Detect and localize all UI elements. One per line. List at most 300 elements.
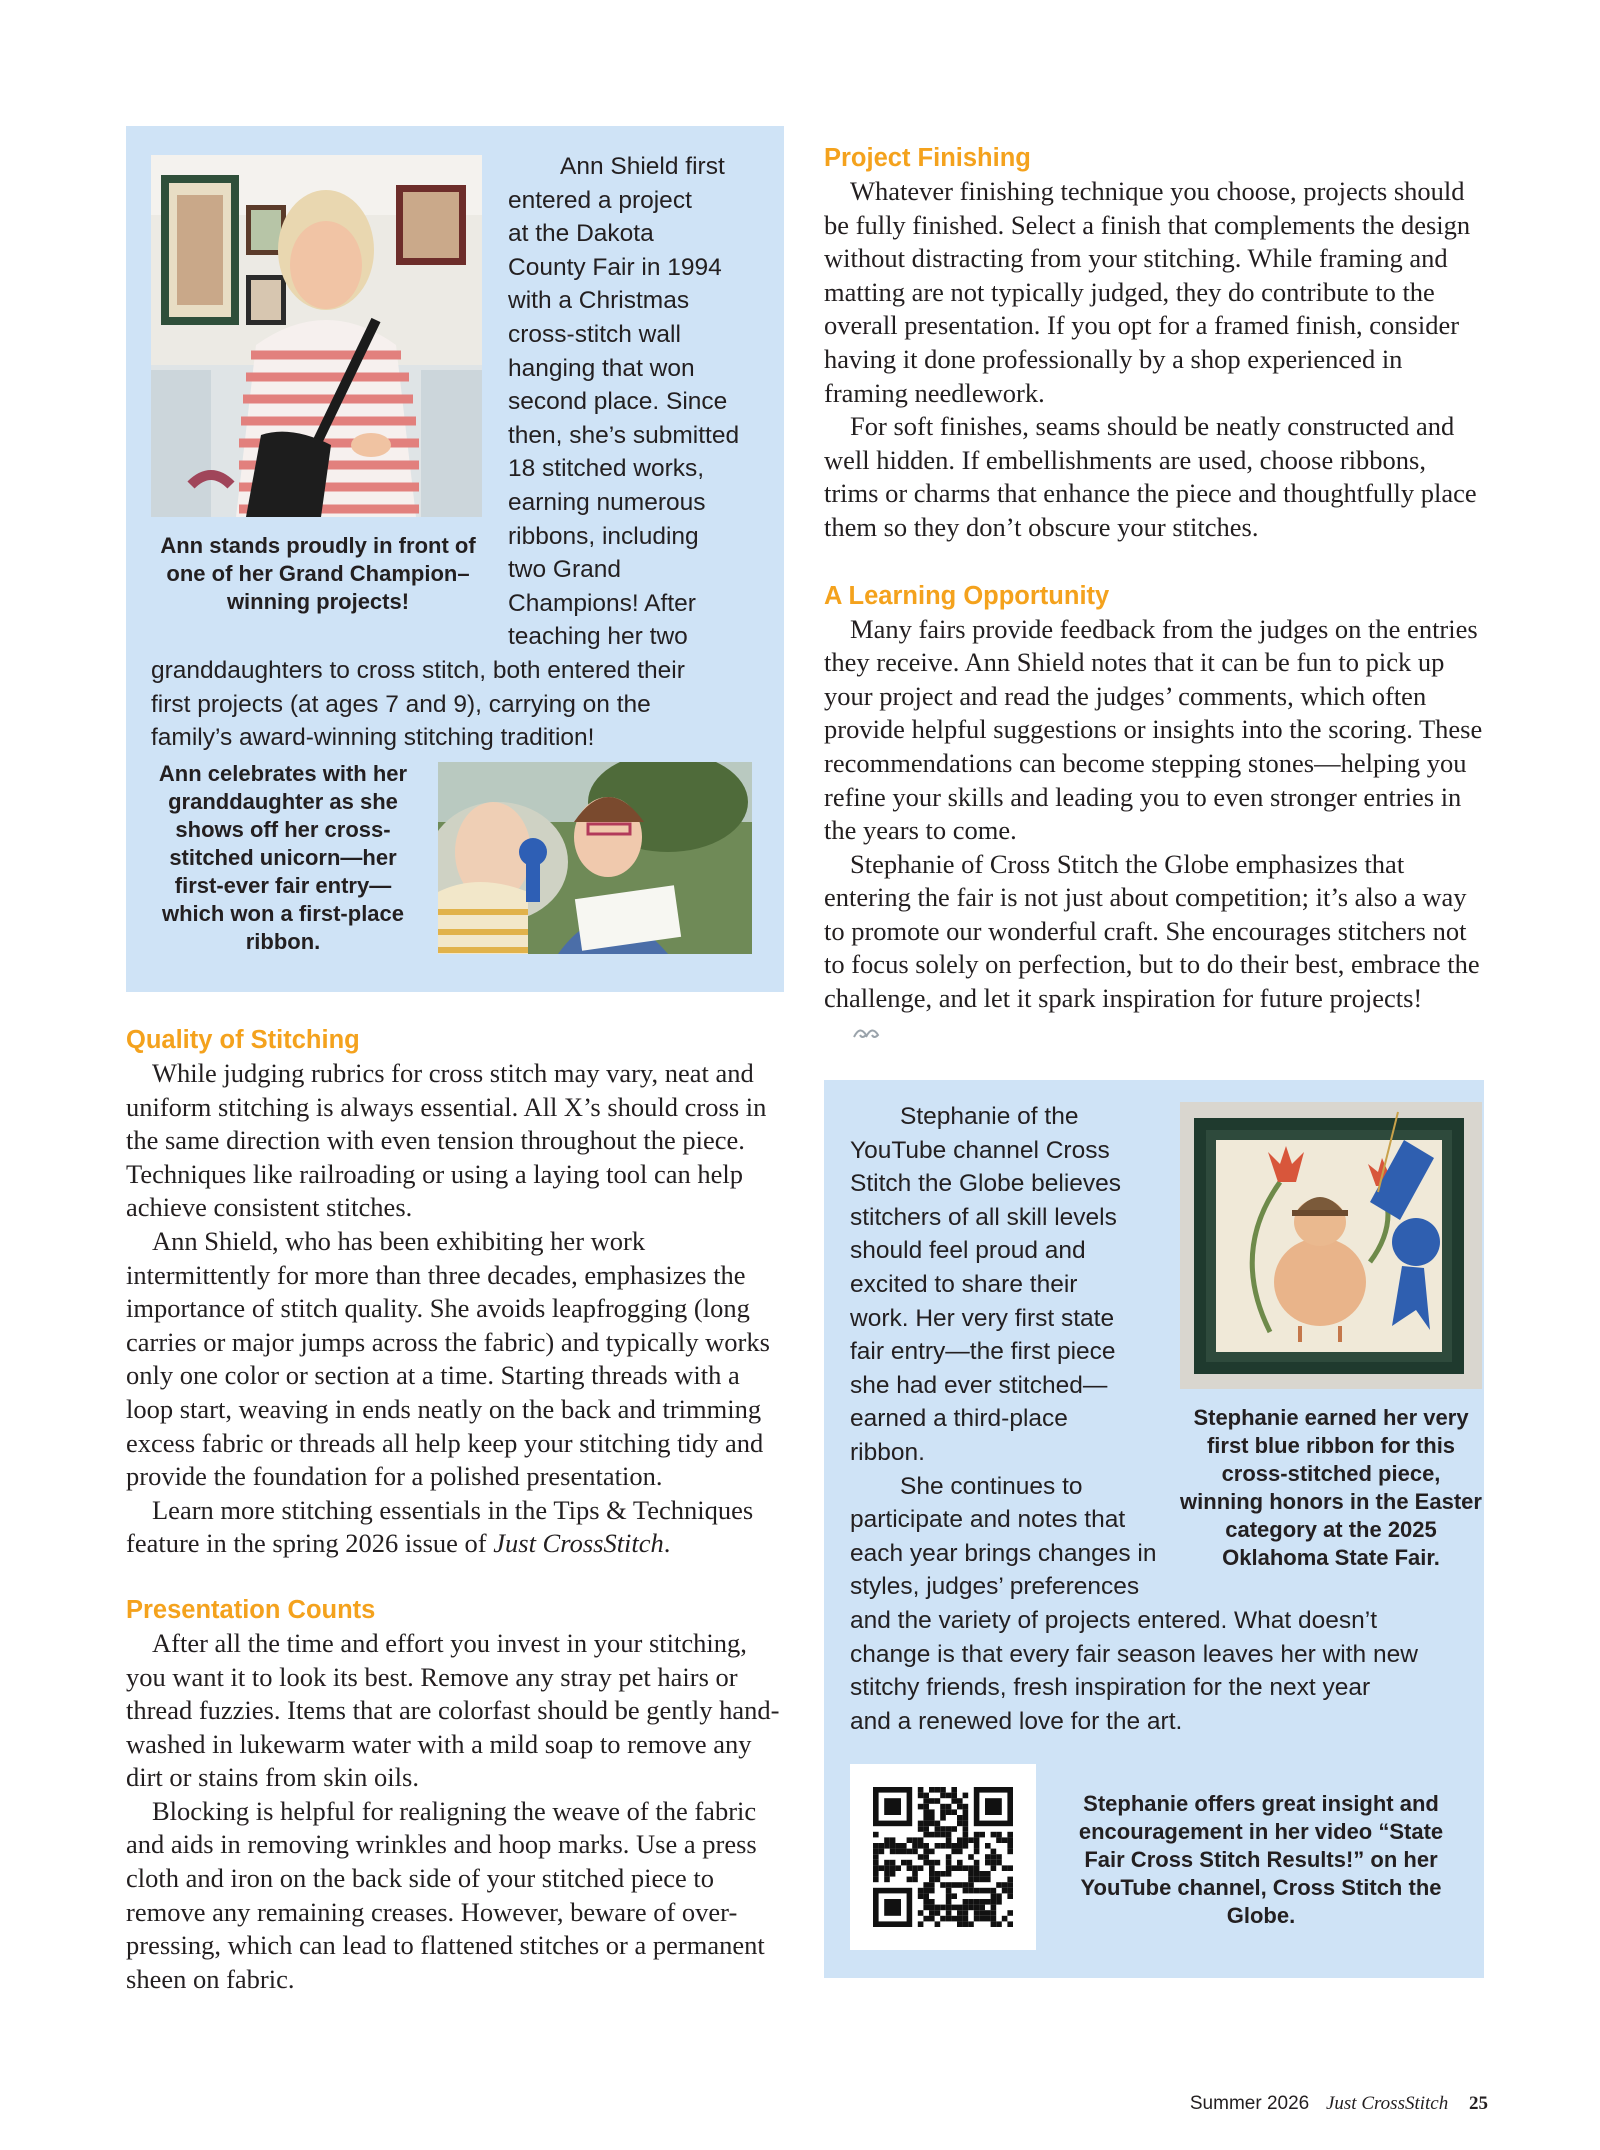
qr-module bbox=[985, 1910, 991, 1916]
qr-module bbox=[890, 1837, 896, 1843]
qr-module bbox=[985, 1916, 991, 1922]
qr-module bbox=[1007, 1837, 1013, 1843]
qr-module bbox=[918, 1893, 924, 1899]
qr-module bbox=[974, 1832, 980, 1838]
quality-p3-end: . bbox=[663, 1528, 671, 1559]
qr-module bbox=[1007, 1893, 1013, 1899]
framed-photo-caption: Stephanie earned her very first blue ribbon for this cross-stitched piece, winning honors in the Easter category at the 2025 Oklahoma State Fair. bbox=[1180, 1405, 1482, 1570]
qr-module bbox=[946, 1832, 952, 1838]
qr-module bbox=[957, 1837, 963, 1843]
footer-page-number: 25 bbox=[1469, 2093, 1488, 2114]
qr-module bbox=[873, 1865, 879, 1871]
ann-intro-text bbox=[508, 150, 778, 654]
qr-module bbox=[985, 1899, 991, 1905]
stephanie-line: and a renewed love for the art. bbox=[850, 1707, 1183, 1735]
qr-module bbox=[935, 1821, 941, 1827]
ann-intro-line: granddaughters to cross stitch, both entered their bbox=[151, 657, 685, 684]
qr-module bbox=[940, 1809, 946, 1815]
qr-module bbox=[957, 1849, 963, 1855]
qr-code[interactable] bbox=[850, 1764, 1036, 1950]
qr-module bbox=[985, 1871, 991, 1877]
qr-module bbox=[1007, 1921, 1013, 1927]
qr-module bbox=[884, 1871, 890, 1877]
qr-module bbox=[923, 1798, 929, 1804]
qr-module bbox=[957, 1798, 963, 1804]
quality-paragraph: While judging rubrics for cross stitch may vary, neat and uniform stitching is always essential. All X’s should cross in the same direction with even tension throughout the piece. Techniques like railroading or using a laying tool can help achieve consistent stitches. bbox=[126, 1058, 767, 1223]
learning-paragraph bbox=[824, 848, 1484, 1052]
qr-module bbox=[968, 1888, 974, 1894]
qr-module bbox=[963, 1821, 969, 1827]
stephanie-line: she had ever stitched— bbox=[850, 1371, 1108, 1399]
footer-magazine: Just CrossStitch bbox=[1325, 2093, 1449, 2114]
qr-module bbox=[991, 1905, 997, 1911]
granddaughter-caption: Ann celebrates with her granddaughter as she shows off her cross-stitched unicorn—her first-ever fair entry—which won a first-place ribbon. bbox=[158, 761, 408, 954]
qr-module bbox=[890, 1860, 896, 1866]
qr-module bbox=[901, 1860, 907, 1866]
qr-module bbox=[991, 1854, 997, 1860]
qr-module bbox=[884, 1865, 890, 1871]
qr-module bbox=[946, 1865, 952, 1871]
stephanie-line: participate and notes that bbox=[850, 1506, 1126, 1534]
qr-module bbox=[923, 1905, 929, 1911]
qr-module bbox=[912, 1849, 918, 1855]
qr-module bbox=[901, 1843, 907, 1849]
quality-heading: Quality of Stitching bbox=[126, 1026, 360, 1054]
qr-module bbox=[979, 1888, 985, 1894]
qr-module bbox=[912, 1843, 918, 1849]
qr-module bbox=[974, 1888, 980, 1894]
qr-module bbox=[1002, 1837, 1008, 1843]
qr-module bbox=[996, 1921, 1002, 1927]
qr-module bbox=[963, 1804, 969, 1810]
stephanie-line: ribbon. bbox=[850, 1438, 925, 1466]
qr-module bbox=[935, 1910, 941, 1916]
qr-module bbox=[923, 1815, 929, 1821]
stephanie-line: Stephanie of the bbox=[900, 1103, 1079, 1130]
ann-intro-line: Champions! After bbox=[508, 589, 696, 617]
qr-module bbox=[940, 1832, 946, 1838]
finishing-heading: Project Finishing bbox=[824, 144, 1031, 172]
qr-module bbox=[974, 1865, 980, 1871]
qr-module bbox=[929, 1787, 935, 1793]
qr-module bbox=[940, 1793, 946, 1799]
qr-module bbox=[957, 1815, 963, 1821]
presentation-paragraph: After all the time and effort you invest in your stitching, you want it to look its best. Remove any stray pet hairs or thread fuzzies. Items that are colorfast should be gently hand-washed in lukewarm water with a mild soap to remove any dirt or stains from skin oils. bbox=[126, 1627, 780, 1793]
qr-module bbox=[985, 1860, 991, 1866]
qr-module bbox=[923, 1916, 929, 1922]
qr-finder bbox=[985, 1798, 1002, 1815]
qr-module bbox=[946, 1837, 952, 1843]
qr-module bbox=[991, 1921, 997, 1927]
qr-module bbox=[963, 1826, 969, 1832]
qr-module bbox=[923, 1860, 929, 1866]
qr-module bbox=[951, 1843, 957, 1849]
qr-module bbox=[884, 1860, 890, 1866]
qr-module bbox=[935, 1905, 941, 1911]
qr-module bbox=[929, 1877, 935, 1883]
end-mark-icon bbox=[824, 1018, 884, 1052]
qr-module bbox=[974, 1837, 980, 1843]
qr-module bbox=[974, 1860, 980, 1866]
qr-module bbox=[929, 1798, 935, 1804]
qr-module bbox=[991, 1916, 997, 1922]
qr-module bbox=[923, 1882, 929, 1888]
qr-module bbox=[884, 1837, 890, 1843]
qr-module bbox=[918, 1865, 924, 1871]
qr-module bbox=[873, 1860, 879, 1866]
qr-module bbox=[957, 1921, 963, 1927]
stephanie-line: YouTube channel Cross bbox=[850, 1136, 1110, 1164]
stephanie-line: each year brings changes in bbox=[850, 1539, 1157, 1567]
qr-module bbox=[968, 1921, 974, 1927]
stephanie-line: should feel proud and bbox=[850, 1237, 1086, 1265]
qr-module bbox=[940, 1871, 946, 1877]
qr-module bbox=[929, 1809, 935, 1815]
qr-module bbox=[929, 1916, 935, 1922]
qr-module bbox=[918, 1910, 924, 1916]
qr-module bbox=[957, 1843, 963, 1849]
qr-module bbox=[879, 1843, 885, 1849]
qr-module bbox=[873, 1854, 879, 1860]
qr-module bbox=[935, 1860, 941, 1866]
qr-module bbox=[873, 1871, 879, 1877]
qr-module bbox=[929, 1882, 935, 1888]
qr-module bbox=[929, 1832, 935, 1838]
qr-module bbox=[979, 1877, 985, 1883]
qr-module bbox=[974, 1899, 980, 1905]
qr-module bbox=[968, 1882, 974, 1888]
qr-module bbox=[946, 1905, 952, 1911]
qr-module bbox=[946, 1826, 952, 1832]
stephanie-text-continued bbox=[850, 1604, 1470, 1738]
qr-module bbox=[979, 1910, 985, 1916]
ann-photo-fair bbox=[151, 155, 482, 517]
qr-module bbox=[940, 1905, 946, 1911]
qr-module bbox=[935, 1843, 941, 1849]
qr-module bbox=[895, 1843, 901, 1849]
qr-module bbox=[940, 1815, 946, 1821]
stephanie-line: styles, judges’ preferences bbox=[850, 1573, 1140, 1601]
qr-module bbox=[957, 1882, 963, 1888]
ann-intro-line: first projects (at ages 7 and 9), carrying on the bbox=[151, 690, 651, 718]
ann-intro-line: earning numerous bbox=[508, 488, 706, 516]
finishing-paragraph: For soft finishes, seams should be neatly constructed and well hidden. If embellishments are used, choose ribbons, trims or charms that enhance the piece and thoughtfully place them so they don’t obscure your stitches. bbox=[824, 411, 1477, 542]
ann-intro-line: second place. Since bbox=[508, 388, 728, 416]
qr-module bbox=[963, 1809, 969, 1815]
qr-module bbox=[951, 1882, 957, 1888]
stephanie-line: change is that every fair season leaves her with new bbox=[850, 1640, 1418, 1668]
qr-module bbox=[946, 1793, 952, 1799]
qr-module bbox=[951, 1809, 957, 1815]
quality-p3-start: Learn more stitching essentials in the Tips & Techniques feature in the spring 2026 issue of bbox=[126, 1494, 754, 1559]
qr-module bbox=[912, 1871, 918, 1877]
qr-module bbox=[918, 1821, 924, 1827]
qr-module bbox=[963, 1793, 969, 1799]
qr-module bbox=[951, 1826, 957, 1832]
qr-module bbox=[951, 1905, 957, 1911]
qr-module bbox=[957, 1910, 963, 1916]
qr-module bbox=[963, 1921, 969, 1927]
qr-module bbox=[957, 1821, 963, 1827]
qr-module bbox=[946, 1809, 952, 1815]
qr-module bbox=[918, 1854, 924, 1860]
qr-module bbox=[968, 1871, 974, 1877]
qr-module bbox=[946, 1860, 952, 1866]
qr-module bbox=[996, 1837, 1002, 1843]
ann-granddaughter-photo bbox=[438, 762, 752, 954]
ann-intro-line: entered a project bbox=[508, 186, 692, 214]
qr-module bbox=[996, 1860, 1002, 1866]
qr-module bbox=[873, 1877, 879, 1883]
qr-module bbox=[974, 1877, 980, 1883]
ann-intro-line: family’s award-winning stitching tradition! bbox=[151, 724, 595, 752]
qr-module bbox=[1002, 1916, 1008, 1922]
qr-module bbox=[963, 1832, 969, 1838]
qr-module bbox=[935, 1826, 941, 1832]
qr-module bbox=[974, 1849, 980, 1855]
qr-module bbox=[940, 1843, 946, 1849]
qr-module bbox=[890, 1849, 896, 1855]
ann-intro-line: then, she’s submitted bbox=[508, 421, 740, 449]
qr-module bbox=[963, 1888, 969, 1894]
ann-intro-continued bbox=[151, 654, 781, 755]
qr-module bbox=[929, 1815, 935, 1821]
qr-module bbox=[946, 1882, 952, 1888]
qr-module bbox=[996, 1832, 1002, 1838]
qr-module bbox=[946, 1804, 952, 1810]
qr-module bbox=[957, 1916, 963, 1922]
qr-module bbox=[946, 1916, 952, 1922]
learning-p2-text: Stephanie of Cross Stitch the Globe emphasizes that entering the fair is not just about competition; it’s also a way to promote our wonderful craft. She encourages stitchers not to focus solely on perfection, but to do their best, embrace the challenge, and let it spark inspiration for future projects! bbox=[824, 848, 1480, 1014]
qr-module bbox=[918, 1804, 924, 1810]
qr-module bbox=[923, 1821, 929, 1827]
qr-module bbox=[968, 1899, 974, 1905]
qr-module bbox=[951, 1893, 957, 1899]
qr-module bbox=[991, 1899, 997, 1905]
qr-module bbox=[929, 1910, 935, 1916]
qr-module bbox=[951, 1849, 957, 1855]
qr-module bbox=[929, 1905, 935, 1911]
qr-module bbox=[929, 1821, 935, 1827]
qr-module bbox=[991, 1888, 997, 1894]
footer-issue: Summer 2026 bbox=[1189, 2093, 1310, 2114]
qr-module bbox=[951, 1798, 957, 1804]
qr-module bbox=[929, 1860, 935, 1866]
ann-intro-line: 18 stitched works, bbox=[508, 455, 705, 483]
qr-module bbox=[918, 1888, 924, 1894]
qr-module bbox=[968, 1854, 974, 1860]
stephanie-line: work. Her very first state bbox=[850, 1304, 1115, 1332]
qr-module bbox=[923, 1843, 929, 1849]
qr-module bbox=[979, 1905, 985, 1911]
qr-module bbox=[946, 1893, 952, 1899]
qr-module bbox=[957, 1860, 963, 1866]
qr-module bbox=[918, 1921, 924, 1927]
page-footer bbox=[1040, 2092, 1488, 2116]
qr-module bbox=[907, 1837, 913, 1843]
qr-module bbox=[991, 1832, 997, 1838]
qr-module bbox=[1002, 1865, 1008, 1871]
qr-module bbox=[890, 1843, 896, 1849]
qr-module bbox=[946, 1899, 952, 1905]
presentation-heading: Presentation Counts bbox=[126, 1595, 376, 1624]
qr-module bbox=[918, 1843, 924, 1849]
qr-module bbox=[963, 1837, 969, 1843]
qr-module bbox=[963, 1910, 969, 1916]
qr-module bbox=[1007, 1877, 1013, 1883]
qr-module bbox=[963, 1899, 969, 1905]
qr-module bbox=[991, 1849, 997, 1855]
qr-module bbox=[918, 1793, 924, 1799]
qr-module bbox=[985, 1854, 991, 1860]
learning-heading: A Learning Opportunity bbox=[824, 581, 1110, 610]
qr-module bbox=[907, 1849, 913, 1855]
qr-module bbox=[996, 1899, 1002, 1905]
qr-module bbox=[1007, 1843, 1013, 1849]
ann-intro-line: County Fair in 1994 bbox=[508, 253, 722, 281]
qr-module bbox=[923, 1899, 929, 1905]
ann-intro-line: at the Dakota bbox=[508, 220, 654, 248]
qr-module bbox=[946, 1888, 952, 1894]
right-column bbox=[824, 141, 1484, 1051]
qr-module bbox=[968, 1837, 974, 1843]
qr-module bbox=[979, 1871, 985, 1877]
qr-module bbox=[935, 1877, 941, 1883]
qr-module bbox=[991, 1865, 997, 1871]
magazine-title: Just CrossStitch bbox=[493, 1528, 664, 1559]
qr-module bbox=[1002, 1888, 1008, 1894]
qr-module bbox=[923, 1804, 929, 1810]
qr-module bbox=[912, 1837, 918, 1843]
qr-module bbox=[935, 1798, 941, 1804]
qr-module bbox=[963, 1916, 969, 1922]
qr-module bbox=[968, 1905, 974, 1911]
qr-module bbox=[923, 1893, 929, 1899]
qr-finder bbox=[884, 1798, 901, 1815]
qr-module bbox=[884, 1877, 890, 1883]
qr-module bbox=[940, 1826, 946, 1832]
ann-intro-line: hanging that won bbox=[508, 354, 695, 382]
qr-module bbox=[940, 1882, 946, 1888]
stephanie-sidebar bbox=[824, 1080, 1484, 1978]
qr-module bbox=[951, 1793, 957, 1799]
qr-module bbox=[963, 1882, 969, 1888]
qr-module bbox=[951, 1787, 957, 1793]
stephanie-line: She continues to bbox=[900, 1472, 1083, 1500]
qr-module bbox=[957, 1804, 963, 1810]
qr-module bbox=[940, 1787, 946, 1793]
qr-module bbox=[1002, 1882, 1008, 1888]
qr-module bbox=[929, 1871, 935, 1877]
qr-module bbox=[918, 1837, 924, 1843]
qr-module bbox=[963, 1843, 969, 1849]
qr-module bbox=[951, 1865, 957, 1871]
qr-module bbox=[996, 1854, 1002, 1860]
qr-module bbox=[968, 1877, 974, 1883]
qr-module bbox=[918, 1826, 924, 1832]
qr-module bbox=[991, 1910, 997, 1916]
ann-intro-line: teaching her two bbox=[508, 623, 688, 651]
qr-module bbox=[895, 1849, 901, 1855]
qr-module bbox=[940, 1916, 946, 1922]
qr-module bbox=[1007, 1832, 1013, 1838]
qr-module bbox=[979, 1899, 985, 1905]
qr-module bbox=[979, 1916, 985, 1922]
finishing-paragraph: Whatever finishing technique you choose, projects should be fully finished. Select a finish that complements the design without distracting from your stitching. While framing and matting are not typically judged, they do contribute to the overall presentation. If you opt for a framed finish, consider having it done professionally by a shop experienced in framing needlework. bbox=[824, 176, 1471, 408]
stephanie-line: Stitch the Globe believes bbox=[850, 1170, 1122, 1198]
qr-module bbox=[935, 1921, 941, 1927]
stephanie-line: stitchers of all skill levels bbox=[850, 1203, 1117, 1231]
quality-paragraph: Ann Shield, who has been exhibiting her work intermittently for more than three decades, emphasizes the importance of stitch quality. She avoids leapfrogging (long carries or major jumps across the fabric) and typically works only one color or section at a time. Starting threads with a loop start, weaving in ends neatly on the back and trimming excess fabric or threads all help keep your stitching tidy and provide the foundation for a polished presentation. bbox=[126, 1225, 770, 1492]
qr-module bbox=[923, 1888, 929, 1894]
stephanie-line: earned a third-place bbox=[850, 1405, 1068, 1433]
qr-module bbox=[923, 1826, 929, 1832]
qr-module bbox=[957, 1865, 963, 1871]
qr-module bbox=[923, 1832, 929, 1838]
qr-module bbox=[1007, 1849, 1013, 1855]
ann-intro-line: with a Christmas bbox=[508, 287, 690, 315]
qr-module bbox=[951, 1916, 957, 1922]
ann-intro-line: cross-stitch wall bbox=[508, 320, 681, 348]
qr-module bbox=[935, 1832, 941, 1838]
qr-module bbox=[974, 1910, 980, 1916]
qr-module bbox=[873, 1849, 879, 1855]
qr-module bbox=[957, 1905, 963, 1911]
qr-module bbox=[940, 1804, 946, 1810]
left-column bbox=[126, 1023, 786, 1996]
qr-module bbox=[974, 1843, 980, 1849]
qr-module bbox=[929, 1849, 935, 1855]
qr-module bbox=[946, 1854, 952, 1860]
qr-module bbox=[946, 1843, 952, 1849]
qr-module bbox=[879, 1849, 885, 1855]
qr-module bbox=[890, 1871, 896, 1877]
qr-module bbox=[884, 1843, 890, 1849]
qr-module bbox=[912, 1877, 918, 1883]
qr-module bbox=[873, 1843, 879, 1849]
qr-module bbox=[985, 1888, 991, 1894]
ann-sidebar bbox=[126, 126, 784, 992]
ann-photo-caption: Ann stands proudly in front of one of her Grand Champion–winning projects! bbox=[160, 533, 476, 614]
qr-module bbox=[996, 1893, 1002, 1899]
stephanie-text bbox=[850, 1100, 1190, 1604]
qr-module bbox=[991, 1860, 997, 1866]
ann-intro-first-line: Ann Shield first bbox=[560, 153, 725, 180]
qr-caption: Stephanie offers great insight and encouragement in her video “State Fair Cross Stitch Results!” on her YouTube channel, Cross Stitch the Globe. bbox=[1078, 1791, 1444, 1928]
framed-cross-stitch-photo bbox=[1180, 1102, 1482, 1389]
qr-module bbox=[968, 1865, 974, 1871]
qr-module bbox=[929, 1865, 935, 1871]
qr-module bbox=[895, 1865, 901, 1871]
qr-module bbox=[963, 1865, 969, 1871]
qr-module bbox=[923, 1849, 929, 1855]
qr-module bbox=[963, 1905, 969, 1911]
qr-module bbox=[907, 1877, 913, 1883]
stephanie-line: excited to share their bbox=[850, 1270, 1078, 1298]
presentation-paragraph: Blocking is helpful for realigning the weave of the fabric and aids in removing wrinkles and hoop marks. Use a press cloth and iron on the back side of your stitched piece to remove any remaining creases. However, beware of over-pressing, which can lead to flattened stitches or a permanent sheen on fabric. bbox=[126, 1795, 765, 1994]
qr-module bbox=[923, 1854, 929, 1860]
qr-module bbox=[918, 1787, 924, 1793]
qr-module bbox=[1007, 1882, 1013, 1888]
stephanie-line: stitchy friends, fresh inspiration for the next year bbox=[850, 1674, 1371, 1702]
qr-module bbox=[879, 1865, 885, 1871]
qr-module bbox=[923, 1793, 929, 1799]
qr-module bbox=[1007, 1910, 1013, 1916]
qr-module bbox=[985, 1877, 991, 1883]
qr-module bbox=[912, 1865, 918, 1871]
qr-module bbox=[929, 1888, 935, 1894]
qr-module bbox=[996, 1882, 1002, 1888]
